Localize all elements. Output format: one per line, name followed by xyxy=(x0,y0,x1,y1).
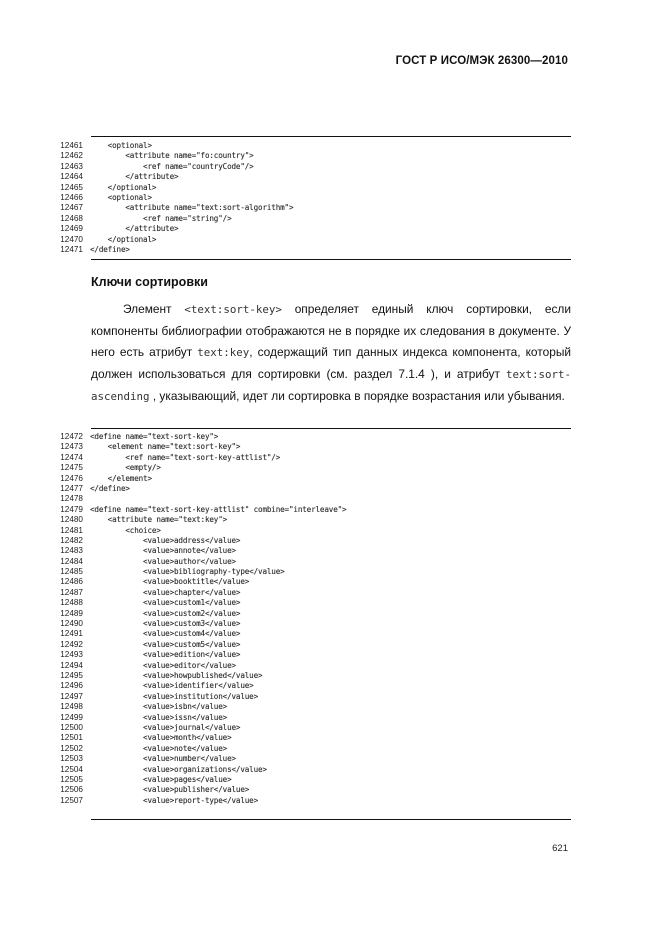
code-text: </define> xyxy=(90,483,130,493)
line-number: 12495 xyxy=(60,670,83,680)
line-number: 12471 xyxy=(60,244,83,254)
code-text: </define> xyxy=(90,244,130,254)
para-text-3: , содержащий тип данных индекса компонента, который должен использоваться для сортировки (см. раздел 7.1.4 ), и атрибут xyxy=(91,345,572,382)
line-number: 12466 xyxy=(60,192,83,202)
code-text: <value>journal</value> xyxy=(90,722,241,732)
code-text: <value>report-type</value> xyxy=(90,795,259,805)
code-text: <value>custom5</value> xyxy=(90,639,241,649)
code-line xyxy=(49,214,579,224)
code-line xyxy=(49,183,579,193)
code-text: <ref name="text-sort-key-attlist"/> xyxy=(90,452,281,462)
code-line xyxy=(49,515,579,525)
line-number: 12490 xyxy=(60,619,83,629)
code-text: <optional> xyxy=(90,141,152,150)
code-text: </attribute> xyxy=(90,224,179,234)
code-line xyxy=(49,442,579,452)
code-line xyxy=(49,629,579,639)
code-line xyxy=(49,650,579,660)
line-number: 12498 xyxy=(60,702,83,712)
code-text: <value>author</value> xyxy=(90,556,236,566)
line-number: 12493 xyxy=(60,650,83,660)
line-number: 12461 xyxy=(60,141,83,150)
code-text: <value>edition</value> xyxy=(90,650,241,660)
code-line xyxy=(49,546,579,556)
code-text: </optional> xyxy=(90,234,157,244)
code-text: </attribute> xyxy=(90,172,179,182)
code-line xyxy=(49,671,579,681)
para-text-2: определяет единый ключ сортировки, если компоненты библиографии отображаются не в порядке их следования в документе. У него есть атрибут xyxy=(91,302,571,360)
code-text: <attribute name="text:sort-algorithm"> xyxy=(90,203,294,213)
code-line xyxy=(49,744,579,754)
line-number: 12476 xyxy=(60,473,83,483)
code-line xyxy=(49,474,579,484)
page-number: 621 xyxy=(552,843,568,854)
code-block-2 xyxy=(49,432,579,806)
line-number: 12477 xyxy=(60,483,83,493)
line-number: 12484 xyxy=(60,556,83,566)
code-text: </optional> xyxy=(90,182,157,192)
code-text: <value>issn</value> xyxy=(90,712,228,722)
code-line xyxy=(49,713,579,723)
code-text: <value>chapter</value> xyxy=(90,587,241,597)
code-line xyxy=(49,172,579,182)
code-text: <empty/> xyxy=(90,463,161,473)
code-line xyxy=(49,484,579,494)
code-text: <value>month</value> xyxy=(90,733,232,743)
code-text: <ref name="string"/> xyxy=(90,213,232,223)
line-number: 12482 xyxy=(60,535,83,545)
line-number: 12472 xyxy=(60,432,83,441)
code-line xyxy=(49,245,579,255)
code-text: <value>number</value> xyxy=(90,754,236,764)
code-line xyxy=(49,494,579,504)
code-text: <value>publisher</value> xyxy=(90,785,250,795)
code-line xyxy=(49,526,579,536)
section-paragraph xyxy=(91,299,571,408)
line-number: 12465 xyxy=(60,182,83,192)
para-code-key: text:key xyxy=(197,346,250,360)
rule-bottom-2 xyxy=(91,819,571,820)
code-text: <value>custom3</value> xyxy=(90,619,241,629)
code-text: <value>address</value> xyxy=(90,535,241,545)
code-line xyxy=(49,661,579,671)
code-line xyxy=(49,432,579,442)
code-block-1 xyxy=(49,141,579,255)
line-number: 12492 xyxy=(60,639,83,649)
code-line xyxy=(49,577,579,587)
code-text: <value>howpublished</value> xyxy=(90,670,263,680)
line-number: 12462 xyxy=(60,151,83,161)
line-number: 12480 xyxy=(60,515,83,525)
para-text-4: , указывающий, идет ли сортировка в порядке возрастания или убывания. xyxy=(152,388,565,403)
line-number: 12491 xyxy=(60,629,83,639)
rule-top-1 xyxy=(91,136,571,137)
page-header: ГОСТ Р ИСО/МЭК 26300—2010 xyxy=(395,55,568,67)
code-line xyxy=(49,567,579,577)
line-number: 12506 xyxy=(60,785,83,795)
line-number: 12497 xyxy=(60,691,83,701)
line-number: 12469 xyxy=(60,224,83,234)
code-line xyxy=(49,162,579,172)
code-text: <value>bibliography-type</value> xyxy=(90,567,285,577)
code-line xyxy=(49,505,579,515)
line-number: 12489 xyxy=(60,608,83,618)
code-text: <value>note</value> xyxy=(90,743,228,753)
code-line xyxy=(49,203,579,213)
code-line xyxy=(49,235,579,245)
code-line xyxy=(49,796,579,806)
line-number: 12502 xyxy=(60,743,83,753)
code-line xyxy=(49,681,579,691)
code-text: <value>booktitle</value> xyxy=(90,577,250,587)
code-text: <value>institution</value> xyxy=(90,691,259,701)
code-text: <element name="text:sort-key"> xyxy=(90,442,241,452)
code-text: <ref name="countryCode"/> xyxy=(90,161,254,171)
para-text-1: Элемент xyxy=(123,302,172,316)
line-number: 12467 xyxy=(60,203,83,213)
code-line xyxy=(49,536,579,546)
code-text: <value>custom2</value> xyxy=(90,608,241,618)
code-text: <value>pages</value> xyxy=(90,774,232,784)
code-line xyxy=(49,775,579,785)
line-number: 12470 xyxy=(60,234,83,244)
line-number: 12463 xyxy=(60,161,83,171)
code-text: <value>custom4</value> xyxy=(90,629,241,639)
code-line xyxy=(49,733,579,743)
code-line xyxy=(49,765,579,775)
code-text: <define name="text-sort-key-attlist" combine="interleave"> xyxy=(90,504,347,514)
line-number: 12503 xyxy=(60,754,83,764)
code-line xyxy=(49,702,579,712)
code-line xyxy=(49,463,579,473)
code-line xyxy=(49,640,579,650)
code-line xyxy=(49,224,579,234)
code-text: <define name="text-sort-key"> xyxy=(90,432,219,441)
code-text: </element> xyxy=(90,473,152,483)
code-text: <value>identifier</value> xyxy=(90,681,254,691)
code-text: <value>editor</value> xyxy=(90,660,236,670)
line-number: 12464 xyxy=(60,172,83,182)
line-number: 12500 xyxy=(60,722,83,732)
line-number: 12485 xyxy=(60,567,83,577)
line-number: 12483 xyxy=(60,546,83,556)
line-number: 12499 xyxy=(60,712,83,722)
rule-bottom-1 xyxy=(91,259,571,260)
code-text: <attribute name="text:key"> xyxy=(90,515,228,525)
code-line xyxy=(49,785,579,795)
line-number: 12474 xyxy=(60,452,83,462)
line-number: 12468 xyxy=(60,213,83,223)
rule-top-2 xyxy=(91,428,571,429)
code-line xyxy=(49,619,579,629)
code-line xyxy=(49,151,579,161)
line-number: 12494 xyxy=(60,660,83,670)
code-text: <value>isbn</value> xyxy=(90,702,228,712)
line-number: 12486 xyxy=(60,577,83,587)
code-line xyxy=(49,723,579,733)
line-number: 12479 xyxy=(60,504,83,514)
code-line xyxy=(49,609,579,619)
code-line xyxy=(49,692,579,702)
line-number: 12504 xyxy=(60,764,83,774)
line-number: 12505 xyxy=(60,774,83,784)
para-code-sort-ascending: text:sort-ascending xyxy=(91,368,571,403)
code-line xyxy=(49,453,579,463)
code-line xyxy=(49,754,579,764)
code-line xyxy=(49,598,579,608)
code-line xyxy=(49,557,579,567)
code-line xyxy=(49,141,579,151)
line-number: 12473 xyxy=(60,442,83,452)
code-text: <value>annote</value> xyxy=(90,546,236,556)
code-text: <value>organizations</value> xyxy=(90,764,267,774)
line-number: 12501 xyxy=(60,733,83,743)
line-number: 12507 xyxy=(60,795,83,805)
code-text: <choice> xyxy=(90,525,161,535)
line-number: 12488 xyxy=(60,598,83,608)
code-line xyxy=(49,588,579,598)
section-title: Ключи сортировки xyxy=(91,275,208,289)
line-number: 12481 xyxy=(60,525,83,535)
line-number: 12496 xyxy=(60,681,83,691)
code-text: <optional> xyxy=(90,192,152,202)
line-number: 12478 xyxy=(60,494,83,504)
code-line xyxy=(49,193,579,203)
code-text: <value>custom1</value> xyxy=(90,598,241,608)
para-code-sort-key: <text:sort-key> xyxy=(184,303,282,316)
code-text: <attribute name="fo:country"> xyxy=(90,151,254,161)
line-number: 12487 xyxy=(60,587,83,597)
line-number: 12475 xyxy=(60,463,83,473)
